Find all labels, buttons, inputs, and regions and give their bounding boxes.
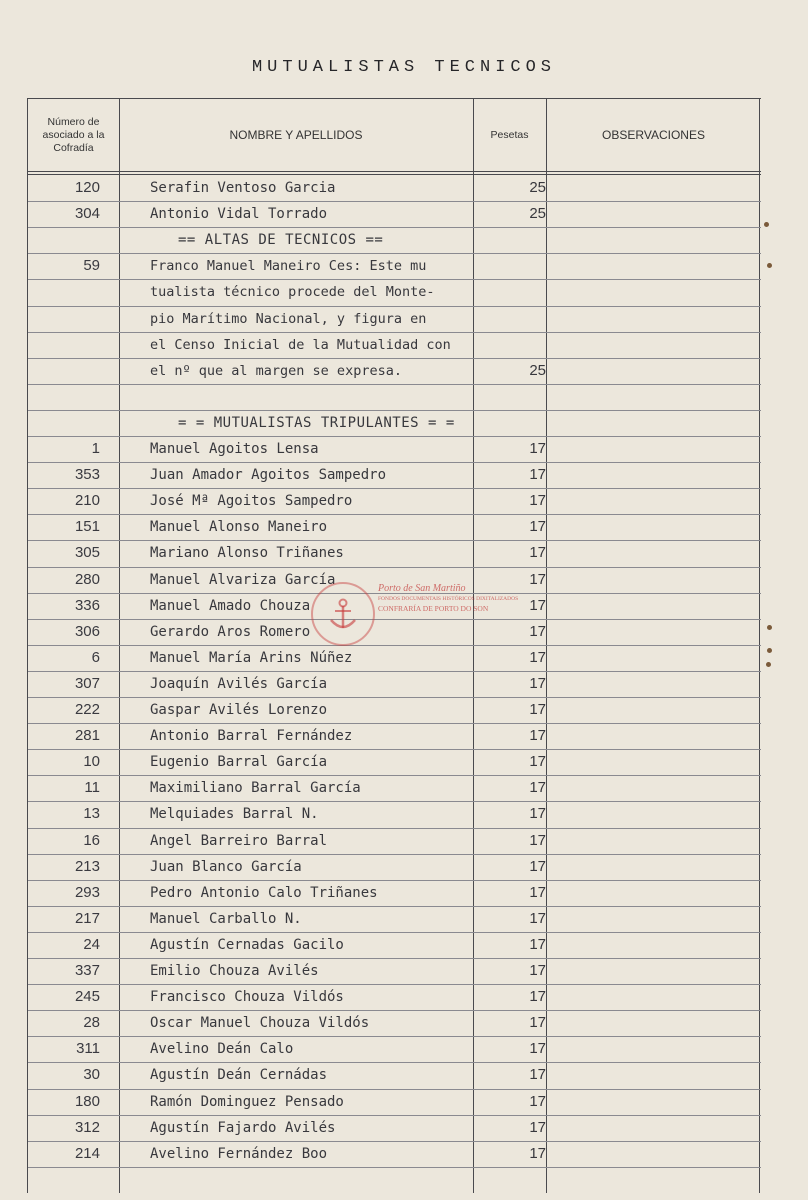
pesetas-amount: 17: [529, 727, 546, 745]
member-number: 210: [74, 492, 100, 510]
member-name: Antonio Vidal Torrado: [150, 206, 328, 223]
page-title: MUTUALISTAS TECNICOS: [251, 58, 557, 77]
member-number: 151: [74, 518, 100, 536]
member-name: Joaquín Avilés García: [150, 675, 328, 692]
member-number: 337: [74, 962, 100, 979]
pesetas-amount: [506, 253, 546, 279]
stamp-line-2: FONDOS DOCUMENTAIS HISTÓRICOS DIXITALIZADOS: [378, 596, 519, 602]
ledger-table: [27, 98, 761, 1193]
member-number: 213: [74, 857, 100, 875]
member-number: [28, 384, 100, 410]
member-number: 59: [83, 257, 100, 275]
pesetas-amount: 25: [529, 361, 546, 379]
punch-hole: [766, 662, 771, 667]
member-number: 30: [83, 1066, 100, 1084]
member-name: Angel Barreiro Barral: [150, 832, 328, 849]
pesetas-amount: [506, 306, 546, 332]
column-divider: [119, 99, 120, 1193]
pesetas-amount: 17: [529, 831, 546, 849]
pesetas-amount: 17: [529, 935, 546, 953]
member-name: tualista técnico procede del Monte-: [150, 284, 435, 301]
row-divider: [28, 462, 761, 463]
member-number: 305: [74, 544, 100, 562]
pesetas-amount: 17: [529, 596, 546, 614]
member-number: 245: [74, 988, 100, 1006]
member-name: Gerardo Aros Romero: [150, 623, 311, 640]
pesetas-amount: 25: [529, 179, 546, 196]
member-number: 312: [74, 1118, 100, 1136]
pesetas-amount: 17: [529, 1092, 546, 1110]
row-divider: [28, 958, 761, 959]
member-number: [28, 279, 100, 305]
punch-hole: [767, 263, 772, 268]
pesetas-amount: 17: [529, 544, 546, 562]
row-divider: [28, 1062, 761, 1063]
column-divider: [473, 99, 474, 1193]
member-number: 10: [83, 753, 100, 771]
pesetas-amount: 17: [529, 883, 546, 901]
pesetas-amount: 17: [529, 518, 546, 536]
member-name: Manuel Alvariza García: [150, 571, 336, 588]
row-divider: [28, 1010, 761, 1011]
pesetas-amount: 17: [529, 988, 546, 1006]
member-number: 336: [74, 596, 100, 614]
row-divider: [28, 619, 761, 620]
row-divider: [28, 801, 761, 802]
member-name: Serafin Ventoso Garcia: [150, 180, 336, 196]
member-number: 180: [74, 1092, 100, 1110]
member-number: [28, 306, 100, 332]
member-name: Agustín Deán Cernádas: [150, 1067, 328, 1084]
member-name: Manuel Alonso Maneiro: [150, 519, 328, 536]
header-observations: OBSERVACIONES: [602, 128, 705, 142]
member-name: Avelino Fernández Boo: [150, 1145, 328, 1162]
column-divider: [759, 99, 760, 1193]
member-number: 1: [91, 440, 100, 457]
member-name: Juan Blanco García: [150, 858, 302, 875]
row-divider: [28, 749, 761, 750]
member-name: José Mª Agoitos Sampedro: [150, 493, 353, 510]
header-divider: [28, 174, 761, 175]
member-name: Avelino Deán Calo: [150, 1041, 294, 1058]
member-name: Manuel Carballo N.: [150, 910, 302, 927]
member-number: 293: [74, 883, 100, 901]
member-number: 353: [74, 466, 100, 484]
pesetas-amount: 17: [529, 779, 546, 797]
row-divider: [28, 854, 761, 855]
member-name: Ramón Dominguez Pensado: [150, 1093, 344, 1110]
stamp-line-1: Porto de San Martiño: [378, 583, 466, 594]
member-name: Agustín Fajardo Avilés: [150, 1119, 336, 1136]
row-divider: [28, 775, 761, 776]
pesetas-amount: 17: [529, 570, 546, 588]
member-name: Franco Manuel Maneiro Ces: Este mu: [150, 258, 427, 275]
member-name: Maximiliano Barral García: [150, 780, 361, 797]
member-number: 24: [83, 935, 100, 953]
member-number: 307: [74, 674, 100, 692]
member-name: el nº que al margen se expresa.: [150, 362, 402, 379]
pesetas-amount: 17: [529, 492, 546, 510]
stamp-line-3: CONFRARÍA DE PORTO DO SON: [378, 604, 489, 613]
member-number: 311: [76, 1040, 100, 1058]
member-number: 6: [91, 648, 100, 666]
header-name: NOMBRE Y APELLIDOS: [229, 128, 363, 142]
member-number: 13: [83, 805, 100, 823]
pesetas-amount: 17: [529, 805, 546, 823]
member-number: 306: [74, 622, 100, 640]
row-divider: [28, 671, 761, 672]
row-divider: [28, 227, 761, 228]
member-name: Emilio Chouza Avilés: [150, 963, 319, 979]
row-divider: [28, 488, 761, 489]
member-name: Pedro Antonio Calo Triñanes: [150, 884, 378, 901]
row-divider: [28, 880, 761, 881]
row-divider: [28, 723, 761, 724]
member-name: Francisco Chouza Vildós: [150, 989, 344, 1006]
row-divider: [28, 828, 761, 829]
member-name: Agustín Cernadas Gacilo: [150, 936, 344, 953]
member-name: Manuel Amado Chouza: [150, 597, 311, 614]
pesetas-amount: 17: [529, 440, 546, 457]
member-number: 28: [83, 1014, 100, 1032]
member-number: 304: [74, 205, 100, 223]
member-number: 11: [84, 779, 100, 797]
row-divider: [28, 201, 761, 202]
pesetas-amount: 17: [529, 701, 546, 718]
row-divider: [28, 514, 761, 515]
punch-hole: [767, 625, 772, 630]
member-number: [28, 358, 100, 384]
member-name: Manuel Agoitos Lensa: [150, 441, 319, 457]
member-number: 222: [74, 701, 100, 718]
pesetas-amount: 17: [529, 753, 546, 771]
column-divider: [546, 99, 547, 1193]
row-divider: [28, 906, 761, 907]
row-divider: [28, 540, 761, 541]
member-number: 214: [74, 1144, 100, 1162]
row-divider: [28, 984, 761, 985]
pesetas-amount: 17: [529, 857, 546, 875]
member-name: Mariano Alonso Triñanes: [150, 545, 344, 562]
member-name: Juan Amador Agoitos Sampedro: [150, 467, 387, 484]
header-pesetas: Pesetas: [490, 129, 529, 141]
row-divider: [28, 1089, 761, 1090]
pesetas-amount: 17: [529, 1014, 546, 1032]
header-number: Número de asociado a la Cofradía: [42, 115, 105, 154]
pesetas-amount: [506, 332, 546, 358]
pesetas-amount: 17: [529, 1144, 546, 1162]
row-divider: [28, 1167, 761, 1168]
member-number: 281: [74, 727, 100, 745]
stamp-emblem: [311, 582, 375, 646]
member-name: el Censo Inicial de la Mutualidad con: [150, 336, 451, 353]
pesetas-amount: 17: [529, 674, 546, 692]
row-divider: [28, 384, 761, 385]
row-divider: [28, 1115, 761, 1116]
row-divider: [28, 436, 761, 437]
member-name: Manuel María Arins Núñez: [150, 649, 353, 666]
pesetas-amount: [506, 384, 546, 410]
pesetas-amount: 17: [529, 1040, 546, 1058]
row-divider: [28, 697, 761, 698]
pesetas-amount: 17: [529, 1118, 546, 1136]
pesetas-amount: 25: [529, 205, 546, 223]
member-number: 217: [74, 909, 100, 927]
punch-hole: [764, 222, 769, 227]
pesetas-amount: 17: [529, 648, 546, 666]
pesetas-amount: [506, 279, 546, 305]
anchor-icon: [323, 594, 363, 634]
stamp-text: [378, 584, 518, 614]
row-divider: [28, 567, 761, 568]
row-divider: [28, 932, 761, 933]
pesetas-amount: 17: [529, 1066, 546, 1084]
pesetas-amount: 17: [529, 909, 546, 927]
member-number: [28, 332, 100, 358]
header-divider: [28, 171, 761, 172]
row-divider: [28, 1141, 761, 1142]
pesetas-amount: 17: [529, 466, 546, 484]
member-number: 280: [74, 570, 100, 588]
section-heading: == ALTAS DE TECNICOS ==: [178, 232, 384, 249]
member-name: Melquiades Barral N.: [150, 806, 319, 823]
pesetas-amount: 17: [529, 962, 546, 979]
member-name: Antonio Barral Fernández: [150, 728, 353, 745]
section-heading: = = MUTUALISTAS TRIPULANTES = =: [178, 414, 455, 431]
member-number: 120: [74, 179, 100, 196]
member-name: Oscar Manuel Chouza Vildós: [150, 1015, 370, 1032]
member-number: 16: [83, 831, 100, 849]
row-divider: [28, 1036, 761, 1037]
member-name: Eugenio Barral García: [150, 754, 328, 771]
member-name: Gaspar Avilés Lorenzo: [150, 702, 328, 718]
member-name: pio Marítimo Nacional, y figura en: [150, 310, 427, 327]
row-divider: [28, 645, 761, 646]
pesetas-amount: 17: [529, 622, 546, 640]
punch-hole: [767, 648, 772, 653]
